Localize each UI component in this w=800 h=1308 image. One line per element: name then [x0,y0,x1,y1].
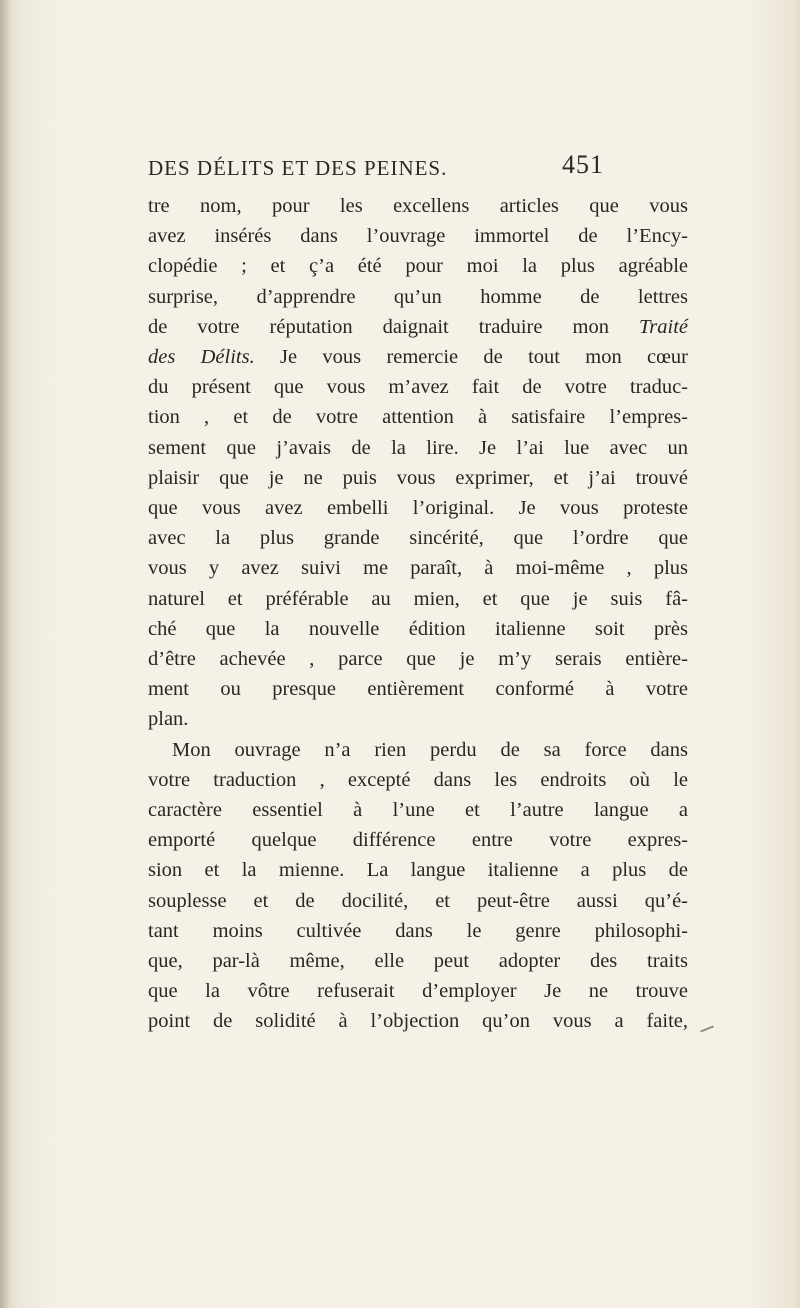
text-line: caractère essentiel à l’une et l’autre langue a [148,799,688,822]
text-line: point de solidité à l’objection qu’on vous a faite, [148,1010,688,1033]
text-line: sement que j’avais de la lire. Je l’ai lue avec un [148,436,688,459]
text-line: d’être achevée , parce que je m’y serais entière- [148,648,688,671]
text-line: avec la plus grande sincérité, que l’ordre que [148,527,688,550]
text-line: naturel et préférable au mien, et que je suis fâ- [148,587,688,610]
text-line: que, par-là même, elle peut adopter des traits [148,950,688,973]
text-line: souplesse et de docilité, et peut-être aussi qu’é- [148,889,688,912]
text-fragment: de votre réputation daignait traduire mon [148,315,639,338]
page-binding-shadow [0,0,10,1308]
text-line: votre traduction , excepté dans les endroits où le [148,768,688,791]
text-line: sion et la mienne. La langue italienne a plus de [148,859,688,882]
italic-title: des Délits. [148,346,255,369]
text-line [148,312,688,342]
text-line: du présent que vous m’avez fait de votre traduc- [148,376,688,399]
italic-title: Traité [639,315,688,338]
text-line: avez insérés dans l’ouvrage immortel de l’Ency- [148,225,688,248]
page-header [148,150,688,190]
text-line: tre nom, pour les excellens articles que vous [148,195,688,217]
text-fragment: Je vous remercie de tout mon cœur [254,346,688,369]
text-line: emporté quelque différence entre votre expres- [148,829,688,852]
stray-ink-mark [700,1025,714,1032]
text-line: ché que la nouvelle édition italienne soit près [148,617,688,640]
text-line: vous y avez suivi me paraît, à moi-même , plus [148,557,688,580]
text-line [148,342,688,372]
text-line: que la vôtre refuserait d’employer Je ne trouve [148,980,688,1003]
text-line: ment ou presque entièrement conformé à votre [148,678,688,701]
text-line: tion , et de votre attention à satisfaire l’empres- [148,406,688,429]
body-text [148,191,688,1037]
text-line: plaisir que je ne puis vous exprimer, et j’ai trouvé [148,466,688,489]
text-line: que vous avez embelli l’original. Je vous proteste [148,497,688,520]
page-number: 451 [562,150,604,179]
text-line: plan. [148,708,189,731]
text-line: tant moins cultivée dans le genre philosophi- [148,919,688,942]
text-line: surprise, d’apprendre qu’un homme de lettres [148,285,688,308]
text-line: clopédie ; et ç’a été pour moi la plus agréable [148,255,688,278]
running-title: DES DÉLITS ET DES PEINES. [148,156,448,180]
text-line: Mon ouvrage n’a rien perdu de sa force dans [172,738,688,761]
